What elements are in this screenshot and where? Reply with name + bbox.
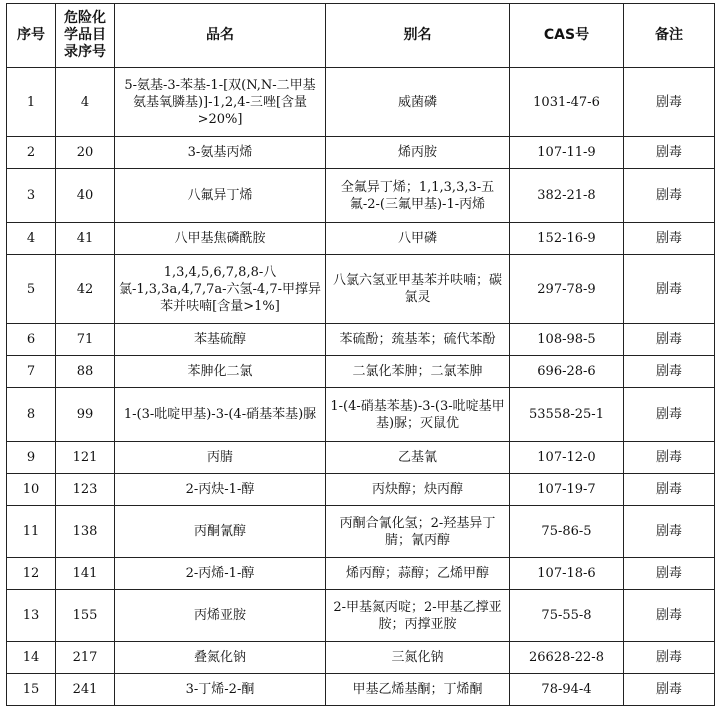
cell-catalog: 141 <box>56 558 115 590</box>
cell-cas: 53558-25-1 <box>510 388 624 442</box>
cell-seq: 7 <box>7 356 56 388</box>
cell-catalog: 155 <box>56 590 115 642</box>
cell-note: 剧毒 <box>624 558 715 590</box>
cell-seq: 11 <box>7 506 56 558</box>
cell-name: 5-氨基-3-苯基-1-[双(N,N-二甲基氨基氧膦基)]-1,2,4-三唑[含量>20%] <box>115 68 326 137</box>
cell-cas: 108-98-5 <box>510 324 624 356</box>
cell-note: 剧毒 <box>624 324 715 356</box>
cell-name: 苯胂化二氯 <box>115 356 326 388</box>
table-row <box>7 474 715 506</box>
cell-seq: 14 <box>7 642 56 674</box>
cell-cas: 696-28-6 <box>510 356 624 388</box>
cell-name: 八甲基焦磷酰胺 <box>115 223 326 255</box>
table-row <box>7 68 715 137</box>
cell-catalog: 138 <box>56 506 115 558</box>
table-row <box>7 137 715 169</box>
cell-seq: 10 <box>7 474 56 506</box>
cell-seq: 2 <box>7 137 56 169</box>
cell-catalog: 99 <box>56 388 115 442</box>
cell-note: 剧毒 <box>624 137 715 169</box>
header-cas: CAS号 <box>510 4 624 68</box>
cell-catalog: 40 <box>56 169 115 223</box>
cell-cas: 152-16-9 <box>510 223 624 255</box>
cell-note: 剧毒 <box>624 356 715 388</box>
cell-cas: 107-19-7 <box>510 474 624 506</box>
table-row <box>7 558 715 590</box>
cell-seq: 6 <box>7 324 56 356</box>
cell-catalog: 42 <box>56 255 115 324</box>
cell-alias: 烯丙胺 <box>326 137 510 169</box>
cell-alias: 二氯化苯胂；二氯苯胂 <box>326 356 510 388</box>
table-row <box>7 642 715 674</box>
cell-alias: 三氮化钠 <box>326 642 510 674</box>
cell-catalog: 71 <box>56 324 115 356</box>
header-name: 品名 <box>115 4 326 68</box>
cell-cas: 1031-47-6 <box>510 68 624 137</box>
cell-cas: 75-86-5 <box>510 506 624 558</box>
cell-cas: 107-12-0 <box>510 442 624 474</box>
cell-name: 3-丁烯-2-酮 <box>115 674 326 706</box>
cell-catalog: 121 <box>56 442 115 474</box>
cell-catalog: 20 <box>56 137 115 169</box>
cell-seq: 5 <box>7 255 56 324</box>
cell-alias: 威菌磷 <box>326 68 510 137</box>
cell-name: 丙酮氰醇 <box>115 506 326 558</box>
cell-alias: 烯丙醇；蒜醇；乙烯甲醇 <box>326 558 510 590</box>
cell-seq: 13 <box>7 590 56 642</box>
cell-note: 剧毒 <box>624 169 715 223</box>
cell-name: 丙腈 <box>115 442 326 474</box>
cell-seq: 1 <box>7 68 56 137</box>
cell-seq: 9 <box>7 442 56 474</box>
header-catalog: 危险化学品目录序号 <box>56 4 115 68</box>
cell-note: 剧毒 <box>624 388 715 442</box>
cell-name: 1,3,4,5,6,7,8,8-八氯-1,3,3a,4,7,7a-六氢-4,7-甲撑异苯并呋喃[含量>1%] <box>115 255 326 324</box>
cell-cas: 382-21-8 <box>510 169 624 223</box>
table-row <box>7 169 715 223</box>
header-note: 备注 <box>624 4 715 68</box>
cell-cas: 26628-22-8 <box>510 642 624 674</box>
cell-alias: 丙炔醇；炔丙醇 <box>326 474 510 506</box>
cell-name: 丙烯亚胺 <box>115 590 326 642</box>
table-row <box>7 388 715 442</box>
cell-alias: 2-甲基氮丙啶；2-甲基乙撑亚胺；丙撑亚胺 <box>326 590 510 642</box>
cell-alias: 丙酮合氰化氢；2-羟基异丁腈；氰丙醇 <box>326 506 510 558</box>
cell-note: 剧毒 <box>624 642 715 674</box>
cell-note: 剧毒 <box>624 442 715 474</box>
hazardous-chemicals-table <box>6 3 715 706</box>
cell-catalog: 88 <box>56 356 115 388</box>
cell-cas: 75-55-8 <box>510 590 624 642</box>
table-row <box>7 442 715 474</box>
cell-note: 剧毒 <box>624 590 715 642</box>
cell-cas: 78-94-4 <box>510 674 624 706</box>
cell-catalog: 41 <box>56 223 115 255</box>
cell-note: 剧毒 <box>624 223 715 255</box>
cell-seq: 15 <box>7 674 56 706</box>
cell-note: 剧毒 <box>624 506 715 558</box>
table-row <box>7 255 715 324</box>
cell-alias: 苯硫酚；巯基苯；硫代苯酚 <box>326 324 510 356</box>
cell-cas: 107-18-6 <box>510 558 624 590</box>
cell-name: 八氟异丁烯 <box>115 169 326 223</box>
cell-alias: 1-(4-硝基苯基)-3-(3-吡啶基甲基)脲；灭鼠优 <box>326 388 510 442</box>
table-row <box>7 356 715 388</box>
cell-alias: 全氟异丁烯；1,1,3,3,3-五氟-2-(三氟甲基)-1-丙烯 <box>326 169 510 223</box>
cell-name: 3-氨基丙烯 <box>115 137 326 169</box>
cell-catalog: 123 <box>56 474 115 506</box>
cell-alias: 甲基乙烯基酮；丁烯酮 <box>326 674 510 706</box>
cell-catalog: 241 <box>56 674 115 706</box>
cell-alias: 八甲磷 <box>326 223 510 255</box>
header-alias: 别名 <box>326 4 510 68</box>
cell-name: 叠氮化钠 <box>115 642 326 674</box>
cell-seq: 8 <box>7 388 56 442</box>
cell-name: 2-丙烯-1-醇 <box>115 558 326 590</box>
table-row <box>7 674 715 706</box>
cell-catalog: 217 <box>56 642 115 674</box>
cell-seq: 12 <box>7 558 56 590</box>
table-row <box>7 223 715 255</box>
cell-note: 剧毒 <box>624 255 715 324</box>
cell-catalog: 4 <box>56 68 115 137</box>
cell-cas: 107-11-9 <box>510 137 624 169</box>
cell-note: 剧毒 <box>624 674 715 706</box>
cell-note: 剧毒 <box>624 474 715 506</box>
table-row <box>7 590 715 642</box>
cell-alias: 乙基氰 <box>326 442 510 474</box>
cell-name: 苯基硫醇 <box>115 324 326 356</box>
table-row <box>7 506 715 558</box>
table-row <box>7 324 715 356</box>
cell-name: 2-丙炔-1-醇 <box>115 474 326 506</box>
cell-name: 1-(3-吡啶甲基)-3-(4-硝基苯基)脲 <box>115 388 326 442</box>
cell-note: 剧毒 <box>624 68 715 137</box>
cell-seq: 3 <box>7 169 56 223</box>
table-header-row <box>7 4 715 68</box>
header-seq: 序号 <box>7 4 56 68</box>
cell-cas: 297-78-9 <box>510 255 624 324</box>
cell-seq: 4 <box>7 223 56 255</box>
cell-alias: 八氯六氢亚甲基苯并呋喃；碳氯灵 <box>326 255 510 324</box>
